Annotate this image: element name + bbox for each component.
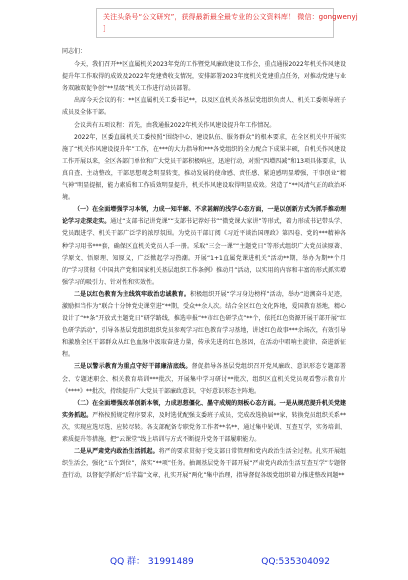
footer-qq: QQ:535304092 [261, 557, 330, 567]
paragraph-text: 今天，我们召开**区直属机关2023年党的工作暨党风廉政建设工作会，重点通报2022年机关作风建设提升年工作取得的成效及2022年党建费收支情况，安排部署2023年度机关党建重点任务，对推动党建与业务双融双促争创“**星级”机关工作进行动员部署。 [62, 61, 346, 93]
paragraph-heading: 三是以警示教育为重点守好干部廉洁底线。 [74, 363, 192, 371]
paragraph-text: 积极组织开展“学习身边榜样”活动，举办“追溯奋斗足迹，激励担当作为”联合十分钟党史课堂进“**期，受众**余人次。结合全区红色文化阵地，爱国教育基地，精心设计了“**条”开放式主题党日”研学路线，推选申报“**市红色研学点”**个，依托红色资源开展干部开展“红色研学活动”，引导各基层党组织组织党员参观学习红色教育学习基地，讲述红色故事***余场次，有效引导和激励全区干部群众从红色血脉中汲取奋进力量，传承先进的红色基因，在活动中唱响主旋律、奋进新征程。 [62, 290, 346, 359]
promo-banner [96, 8, 358, 38]
paragraph-heading: （一）在全面增强学习本领，力成一知半解、不求甚解的浅学心态方面，一是以创新方式为抓手推动理论学习走深走实。 [62, 206, 346, 226]
paragraph [62, 446, 346, 482]
paragraph-text: 出席今天会议的有：**区直属机关工委书记**，以及区直机关各基层党组织负责人、机关工委领导班子成员及全体干部。 [62, 97, 346, 117]
banner-tail: ］ [103, 25, 111, 33]
banner-text: 关注头条号“公文研究”，获得最新最全最专业的公文资料库！ 微信：gongwenyj [103, 13, 358, 21]
paragraph-heading: （二）在全面增强改革创新本领，力成思想僵化、墨守成规的刻板心态方面。一是从规范提升机关党建实务抓起。 [62, 399, 346, 419]
paragraph [62, 398, 346, 446]
paragraph [62, 361, 346, 397]
paragraph-heading: 二是以红色教育为主线筑牢政治忠诚教育。 [74, 290, 190, 298]
paragraph-text: 通过“支部书记讲党课”“支部书记荐好书”“微党课大家讲”等形式，着力形成书记带头学、党员跟进学、机关干部广泛学的浓厚氛围。为党员干部订阅《习近平谈治国理政》第四卷、党的***精神各种学习用书***套，确保区直机关党员人手一册。采取“三会一课”“主题党日”等形式组织广大党员读原著、学原文、悟原理、知原义，广泛掀起学习热潮。开展“1+1直属党课进机关”活动**期，举办为期**个月的“学习贯彻《中国共产党和国家机关基层组织工作条例》推动月”活动，以实用的内容和丰富的形式抓实增强学习的吸引力、针对性和实效性。 [62, 218, 346, 286]
paragraph [62, 59, 346, 95]
paragraph [62, 120, 346, 132]
paragraph-text: 严格按照规定程序要求，及时选优配强支委班子成员，完成改选换届**家，转换党员组织关系**次，实现应选尽选、应转尽转。各支部配备专职党务工作者**名**，通过集中轮训、互查互学，实务培训、素质提升等措施，把“云课堂”线上培训与方式不断提升党务干部履职能力。 [62, 411, 346, 443]
paragraph [62, 95, 346, 119]
footer-qq-group: QQ 群： 31991489 [110, 557, 194, 567]
paragraph-heading: 二是从严肃党内政治生活抓起。 [74, 448, 159, 456]
paragraph-list [62, 59, 346, 482]
paragraph [62, 132, 346, 205]
paragraph-text: 督促指导各基层党组织召开党风廉政、意识形态专题部署会、专题述职会、相关教育培训***批次，开展集中学习研讨**批次，组织区直机关党员观看警示教育片《****》**批次，持续提升广大党员干部廉政意识，守好意识形态主阵地。 [62, 363, 346, 395]
document-body [62, 46, 346, 482]
page-footer [110, 555, 330, 569]
paragraph-text: 2022年，区委直属机关工委按照“围绕中心、建设队伍、服务群众”的根本要求，在全区机关中开展实施了“机关作风建设提升年”工作，在***的大力指导和***各党组织的全力配合下成果丰硕，自机关作风建设工作开展以来，全区各部门单位和广大党员干部积极响应，迅速行动，对照“四增四减”和13项具体要求，认真自查、主动整改，干部思想观念明显转变，推动发展的使命感、责任感、紧迫感明显增强，干事创业“精气神”明显提振，能力素质和工作质效明显提升，机关作风建设取得明显成效。营造了“**风清气正的政治环境。 [62, 133, 346, 202]
paragraph [62, 204, 346, 289]
paragraph [62, 289, 346, 362]
paragraph-text: 会议共有五项议程：首先，由我通报2022年机关作风建设提升年工作情况。 [74, 121, 276, 129]
paragraph-text: 将严的要求贯彻于党支部日常管理和党内政治生活全过程。扎实开展组织生活会，强化“五个到位”，落实“**项”任务。抽调基层党务干部开展“严肃党内政治生活互查互学”专题督查行动，以督促学抓好“后半篇”文章，扎实开展“两化”集中治理，指导督促各级党组织着力推进整改问题** [62, 448, 346, 480]
greeting: 同志们： [62, 48, 87, 55]
